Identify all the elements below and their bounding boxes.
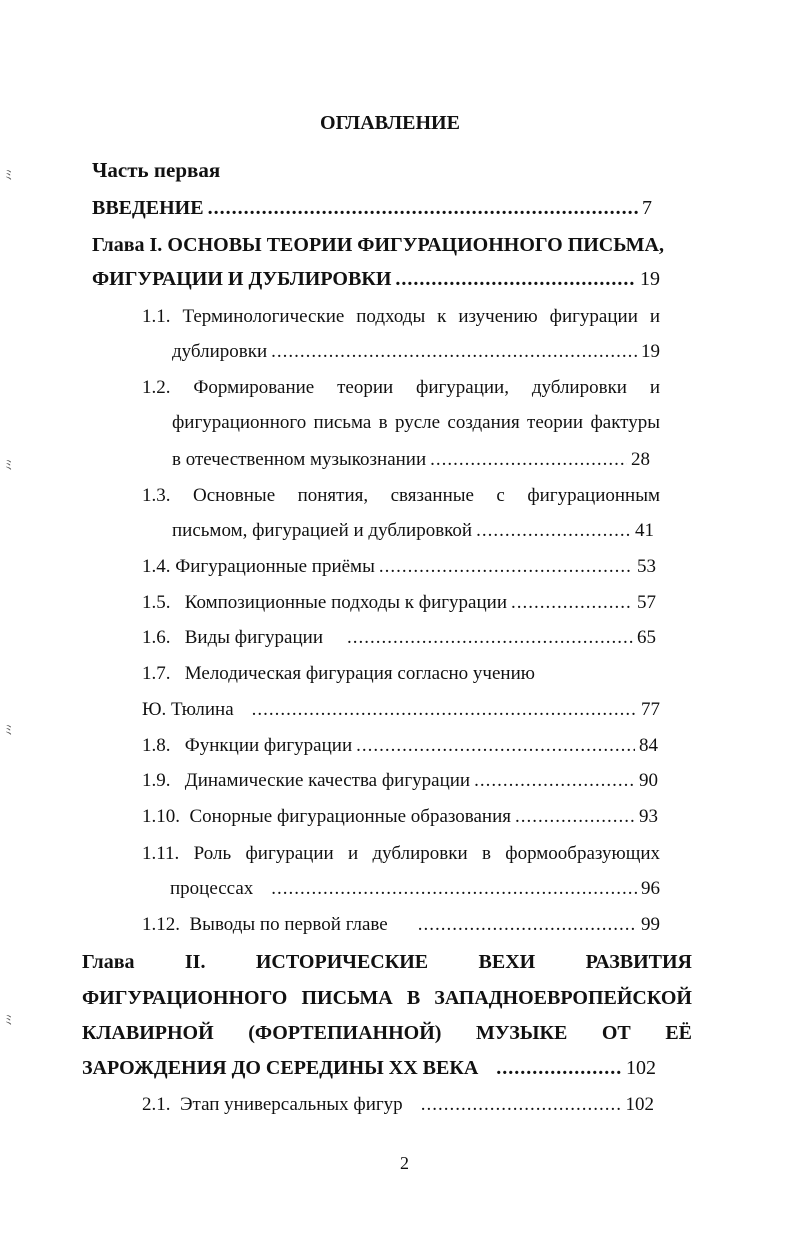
page-title <box>0 108 796 138</box>
leader-dots <box>430 445 627 475</box>
entry-page: 77 <box>641 699 660 720</box>
entry-label: Этап универсальных фигур <box>180 1094 403 1115</box>
toc-title: ОГЛАВЛЕНИЕ <box>320 112 460 134</box>
entry-label: Ю. Тюлина <box>142 699 234 720</box>
toc-entry-chapter2-line2[interactable]: ФИГУРАЦИОННОГО ПИСЬМА В ЗАПАДНОЕВРОПЕЙСКОЙ <box>82 987 692 1009</box>
entry-page: 99 <box>641 914 660 935</box>
toc-entry-1-4[interactable] <box>142 552 656 582</box>
toc-entry-1-7-cont[interactable] <box>142 695 660 725</box>
entry-page: 7 <box>642 197 652 219</box>
entry-number: 1.1. <box>142 306 171 327</box>
entry-label: Роль фигурации и дублировки в формообразующих <box>193 843 661 864</box>
entry-page: 19 <box>640 268 660 290</box>
leader-dots <box>515 802 635 832</box>
entry-page: 28 <box>631 449 650 470</box>
entry-label: процессах <box>170 878 254 899</box>
entry-label: Фигурационные приёмы <box>175 556 375 577</box>
entry-label: Композиционные подходы к фигурации <box>184 592 507 613</box>
toc-entry-1-1[interactable] <box>142 302 660 332</box>
entry-label: ФИГУРАЦИИ И ДУБЛИРОВКИ <box>92 268 392 290</box>
leader-dots <box>271 337 637 367</box>
entry-number: 1.5. <box>142 592 171 613</box>
toc-entry-1-8[interactable] <box>142 731 658 761</box>
entry-label: Формирование теории фигурации, дублировки и <box>193 377 661 398</box>
entry-label: ВВЕДЕНИЕ <box>92 197 204 219</box>
entry-label: в отечественном музыкознании <box>172 449 427 470</box>
entry-number: 1.9. <box>142 770 171 791</box>
leader-dots <box>421 1090 622 1120</box>
entry-page: 65 <box>637 627 656 648</box>
entry-label: Мелодическая фигурация согласно учению <box>184 663 535 684</box>
toc-entry-1-2-cont2[interactable] <box>172 445 650 475</box>
entry-number: 1.10. <box>142 806 180 827</box>
entry-page: 102 <box>625 1094 654 1115</box>
toc-entry-1-3[interactable] <box>142 481 660 511</box>
leader-dots <box>379 552 633 582</box>
scan-mark: ﾐ <box>5 1014 12 1029</box>
entry-label: Функции фигурации <box>184 735 353 756</box>
page-number: 2 <box>400 1153 409 1173</box>
leader-dots <box>347 623 633 653</box>
entry-label: Сонорные фигурационные образования <box>189 806 512 827</box>
toc-entry-1-9[interactable] <box>142 766 658 796</box>
entry-page: 41 <box>635 520 654 541</box>
toc-entry-2-1[interactable] <box>142 1090 654 1120</box>
entry-page: 57 <box>637 592 656 613</box>
part-heading: Часть первая <box>92 158 221 182</box>
entry-label: Основные понятия, связанные с фигурационным <box>192 485 660 506</box>
entry-page: 93 <box>639 806 658 827</box>
toc-entry-chapter2-line1[interactable]: Глава II. ИСТОРИЧЕСКИЕ ВЕХИ РАЗВИТИЯ <box>82 951 692 973</box>
leader-dots <box>395 264 636 294</box>
entry-number: 1.8. <box>142 735 171 756</box>
leader-dots <box>496 1053 622 1083</box>
entry-number: 1.6. <box>142 627 171 648</box>
entry-number: 1.2. <box>142 377 171 398</box>
entry-label: Виды фигурации <box>184 627 323 648</box>
toc-entry-1-7[interactable] <box>142 659 535 689</box>
entry-page: 19 <box>641 341 660 362</box>
entry-label: Динамические качества фигурации <box>184 770 471 791</box>
entry-label: Терминологические подходы к изучению фигурации и <box>182 306 660 327</box>
toc-entry-1-2-cont[interactable]: фигурационного письма в русле создания теории фактуры <box>172 412 660 433</box>
entry-label: ЗАРОЖДЕНИЯ ДО СЕРЕДИНЫ XX ВЕКА <box>82 1057 479 1079</box>
toc-entry-chapter2-line3[interactable]: КЛАВИРНОЙ (ФОРТЕПИАННОЙ) МУЗЫКЕ ОТ ЕЁ <box>82 1022 692 1044</box>
scan-mark: ﾐ <box>5 724 12 739</box>
entry-label: дублировки <box>172 341 268 362</box>
leader-dots <box>208 193 638 223</box>
entry-number: 1.3. <box>142 485 171 506</box>
toc-entry-1-11-cont[interactable] <box>170 874 660 904</box>
toc-entry-1-11[interactable] <box>142 839 660 869</box>
entry-page: 90 <box>639 770 658 791</box>
entry-label: Выводы по первой главе <box>189 914 388 935</box>
toc-entry-1-6[interactable] <box>142 623 656 653</box>
entry-number: 1.11. <box>142 843 180 864</box>
entry-number: 1.7. <box>142 663 171 684</box>
toc-entry-1-5[interactable] <box>142 588 656 618</box>
toc-entry-1-12[interactable] <box>142 910 660 940</box>
leader-dots <box>474 766 635 796</box>
entry-number: 1.4. <box>142 556 171 577</box>
toc-entry-chapter2-line4[interactable] <box>82 1053 656 1083</box>
toc-entry-1-1-cont[interactable] <box>172 337 660 367</box>
toc-entry-1-2[interactable] <box>142 373 660 403</box>
entry-number: 1.12. <box>142 914 180 935</box>
toc-entry-1-3-cont[interactable] <box>172 516 654 546</box>
toc-entry-intro[interactable] <box>92 193 652 223</box>
leader-dots <box>356 731 635 761</box>
entry-label: письмом, фигурацией и дублировкой <box>172 520 473 541</box>
scan-mark: ﾐ <box>5 169 12 184</box>
entry-page: 53 <box>637 556 656 577</box>
toc-entry-chapter1-line2[interactable] <box>92 264 660 294</box>
entry-page: 102 <box>626 1057 656 1079</box>
leader-dots <box>418 910 637 940</box>
entry-page: 96 <box>641 878 660 899</box>
entry-number: 2.1. <box>142 1094 171 1115</box>
leader-dots <box>511 588 633 618</box>
entry-page: 84 <box>639 735 658 756</box>
leader-dots <box>252 695 637 725</box>
leader-dots <box>476 516 631 546</box>
toc-entry-chapter1-line1[interactable]: Глава I. ОСНОВЫ ТЕОРИИ ФИГУРАЦИОННОГО ПИСЬМА, <box>92 234 664 256</box>
toc-entry-1-10[interactable] <box>142 802 658 832</box>
leader-dots <box>271 874 637 904</box>
scan-mark: ﾐ <box>5 459 12 474</box>
